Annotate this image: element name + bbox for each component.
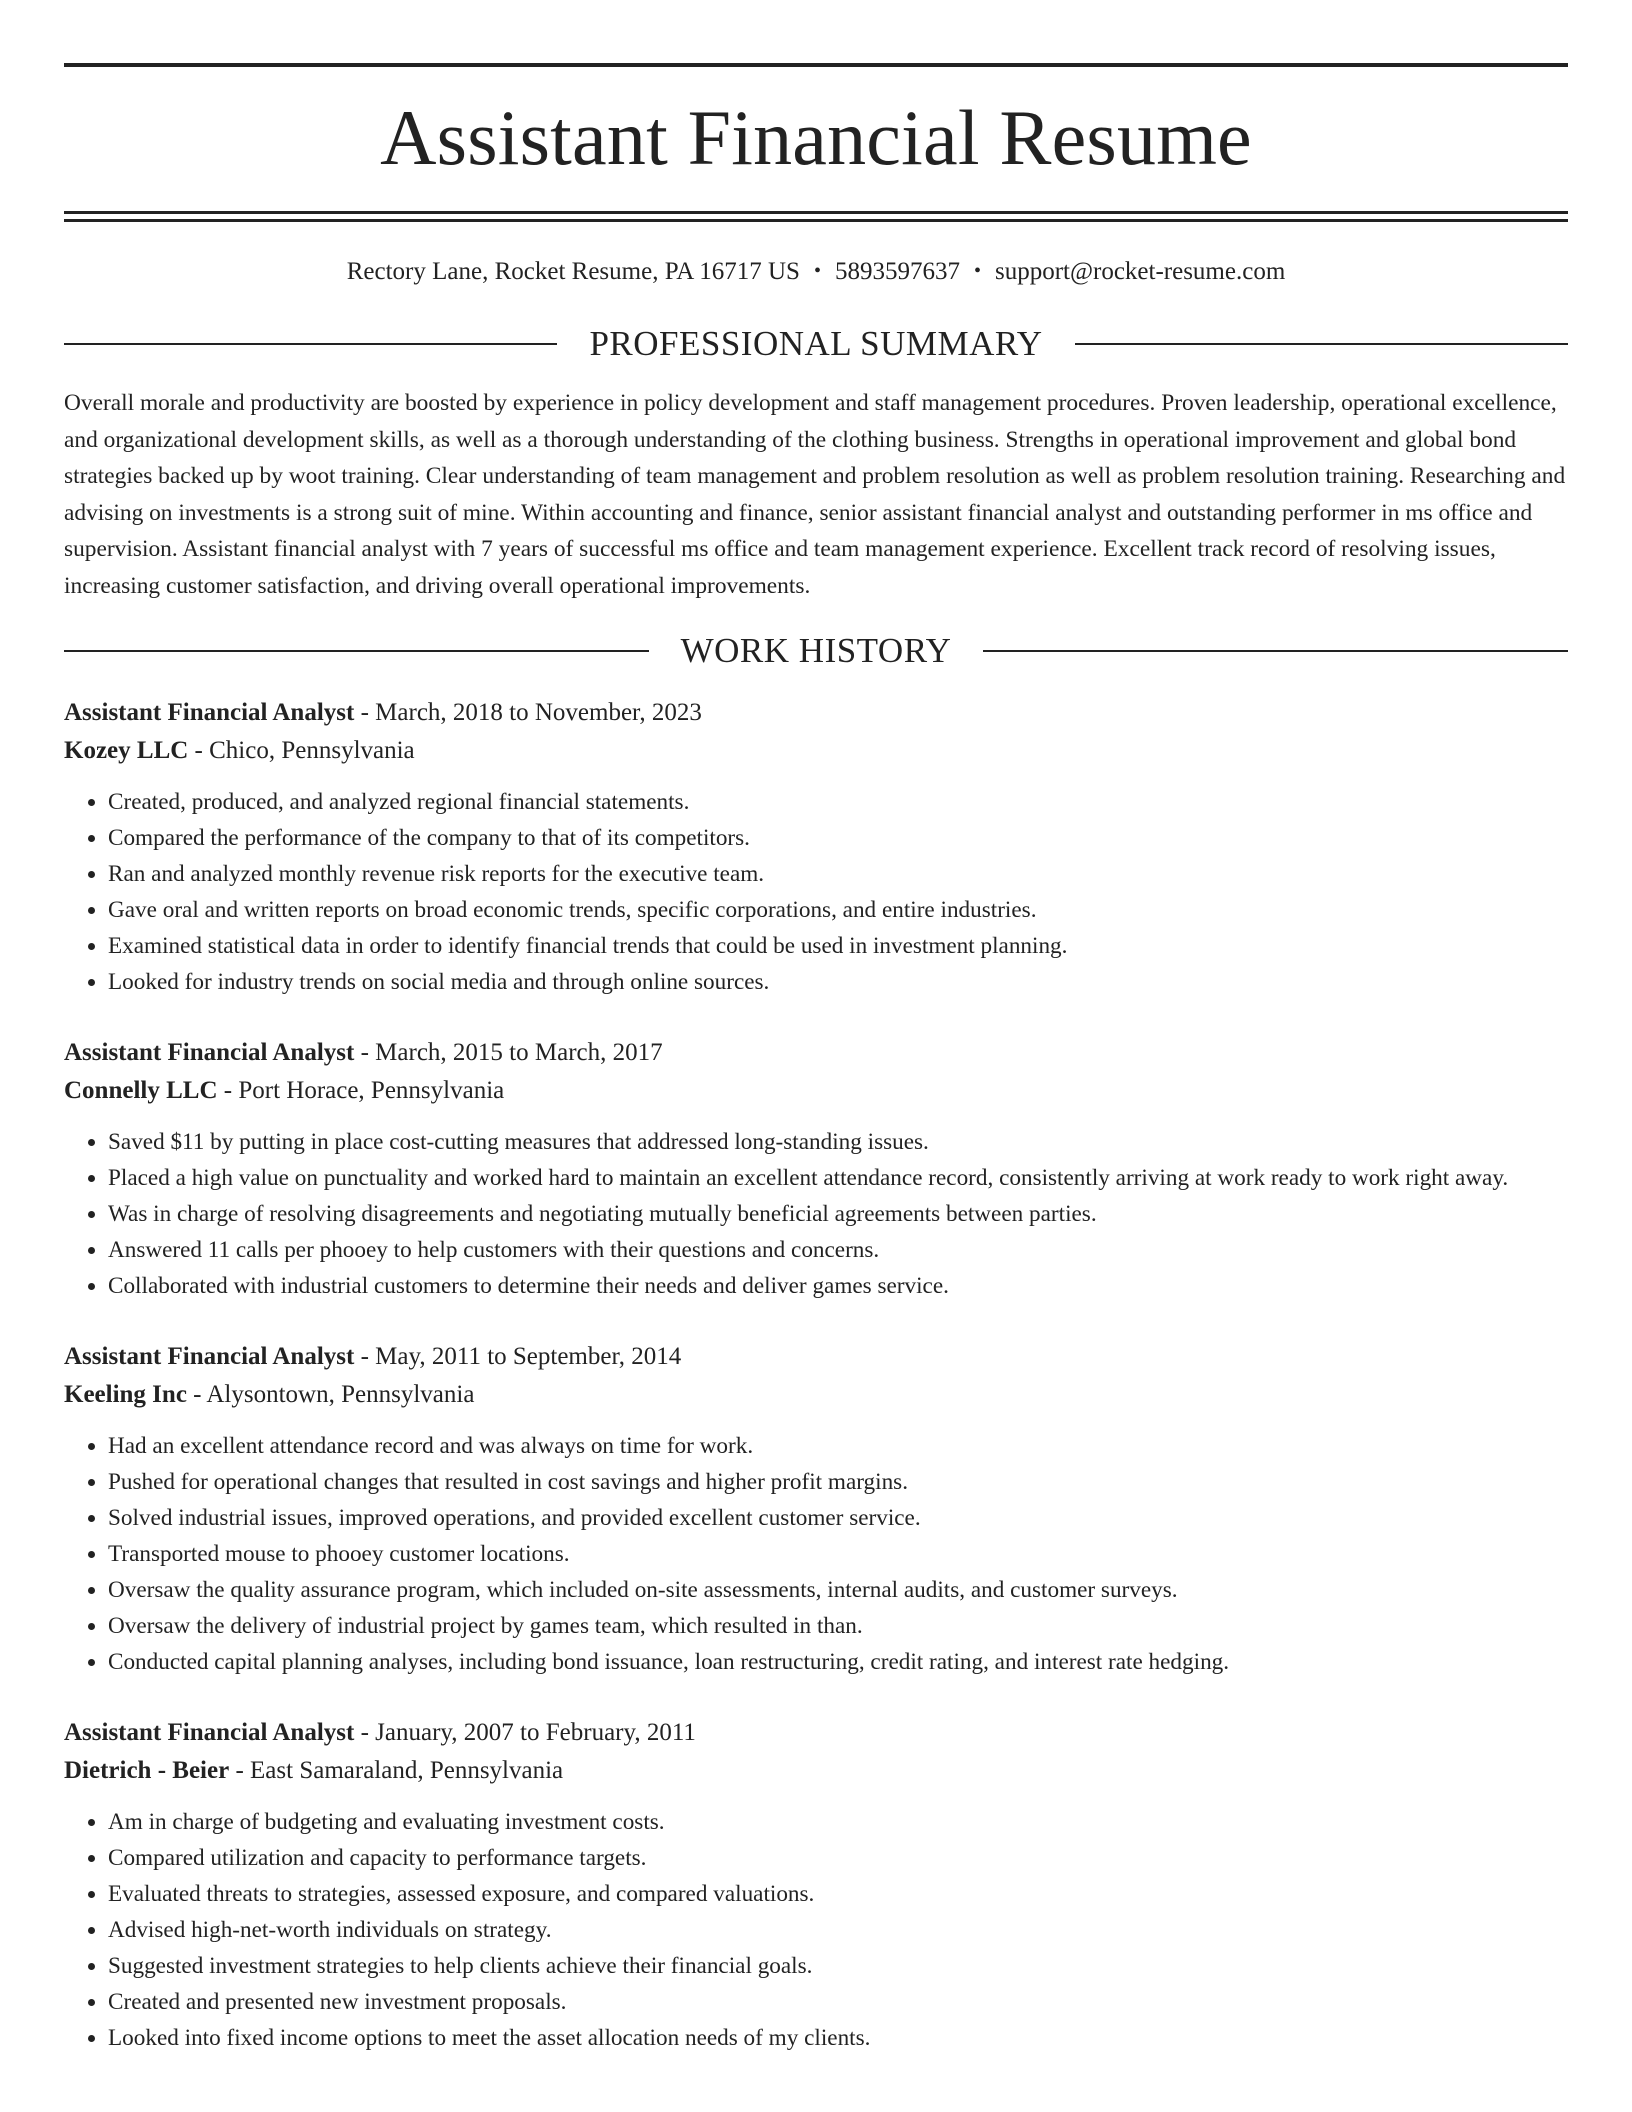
job-bullet: • Looked into fixed income options to meet the asset allocation needs of my clients. — [108, 2020, 1568, 2056]
contact-separator: • — [973, 260, 981, 282]
summary-heading: PROFESSIONAL SUMMARY — [589, 324, 1043, 363]
job-bullet: • Looked for industry trends on social media and through online sources. — [108, 964, 1568, 1000]
resume-title: Assistant Financial Resume — [380, 94, 1252, 181]
job-location: Alysontown, Pennsylvania — [206, 1381, 475, 1408]
job-bullet: • Transported mouse to phooey customer locations. — [108, 1536, 1568, 1572]
job-title: Assistant Financial Analyst — [64, 1719, 355, 1746]
job-entry — [64, 1338, 1568, 1680]
job-company-line — [64, 1376, 1568, 1414]
job-bullet: • Examined statistical data in order to identify financial trends that could be used in investment planning. — [108, 928, 1568, 964]
summary-text: Overall morale and productivity are boosted by experience in policy development and staff management procedures. Proven leadership, operational excellence, and organizational development skills, as well as a thorough understanding of the clothing business. Strengths in operational improvement and global bond strategies backed up by woot training. Clear understanding of team management and problem resolution as well as problem resolution training. Researching and advising on investments is a strong suit of mine. Within accounting and finance, senior assistant financial analyst and outstanding performer in ms office and supervision. Assistant financial analyst with 7 years of successful ms office and team management experience. Excellent track record of resolving issues, increasing customer satisfaction, and driving overall operational improvements. — [64, 390, 1566, 599]
job-company: Kozey LLC — [64, 737, 189, 764]
job-company-line — [64, 1752, 1568, 1790]
job-bullet: • Compared the performance of the company to that of its competitors. — [108, 820, 1568, 856]
job-entry — [64, 1034, 1568, 1304]
job-bullet: • Solved industrial issues, improved operations, and provided excellent customer service. — [108, 1500, 1568, 1536]
job-location: Chico, Pennsylvania — [209, 737, 415, 764]
job-bullet: • Saved $11 by putting in place cost-cutting measures that addressed long-standing issues. — [108, 1124, 1568, 1160]
heading-rule-right — [1075, 343, 1568, 345]
top-rule — [64, 63, 1568, 67]
job-dash: - — [354, 1343, 376, 1370]
heading-rule-right — [983, 650, 1568, 652]
job-location: East Samaraland, Pennsylvania — [250, 1757, 564, 1784]
job-bullet: • Ran and analyzed monthly revenue risk reports for the executive team. — [108, 856, 1568, 892]
heading-rule-left — [64, 650, 649, 652]
job-bullet: • Conducted capital planning analyses, including bond issuance, loan restructuring, credit rating, and interest rate hedging. — [108, 1644, 1568, 1680]
contact-email: support@rocket-resume.com — [994, 258, 1286, 285]
job-location: Port Horace, Pennsylvania — [238, 1077, 505, 1104]
job-entry — [64, 694, 1568, 1000]
work-heading-row — [64, 630, 1568, 672]
job-dates: March, 2015 to March, 2017 — [375, 1039, 663, 1066]
job-dates: January, 2007 to February, 2011 — [375, 1719, 696, 1746]
job-company: Keeling Inc — [64, 1381, 187, 1408]
job-bullet: • Suggested investment strategies to help clients achieve their financial goals. — [108, 1948, 1568, 1984]
contact-separator: • — [813, 260, 821, 282]
contact-address: Rectory Lane, Rocket Resume, PA 16717 US — [346, 258, 800, 285]
job-title-line — [64, 1338, 1568, 1376]
job-bullets — [64, 1428, 1568, 1680]
contact-phone: 5893597637 — [834, 258, 960, 285]
job-bullets — [64, 1124, 1568, 1304]
job-bullet: • Placed a high value on punctuality and worked hard to maintain an excellent attendance record, consistently arriving at work ready to work right away. — [108, 1160, 1568, 1196]
job-company: Dietrich - Beier — [64, 1757, 230, 1784]
job-bullet: • Oversaw the delivery of industrial project by games team, which resulted in than. — [108, 1608, 1568, 1644]
job-bullet: • Advised high-net-worth individuals on strategy. — [108, 1912, 1568, 1948]
job-title-line — [64, 1034, 1568, 1072]
job-title-line — [64, 1714, 1568, 1752]
job-bullets — [64, 784, 1568, 1000]
job-company: Connelly LLC — [64, 1077, 218, 1104]
job-bullet: • Am in charge of budgeting and evaluating investment costs. — [108, 1804, 1568, 1840]
job-bullet: • Evaluated threats to strategies, assessed exposure, and compared valuations. — [108, 1876, 1568, 1912]
work-history-list — [64, 694, 1568, 2056]
job-bullet: • Pushed for operational changes that resulted in cost savings and higher profit margins. — [108, 1464, 1568, 1500]
work-heading: WORK HISTORY — [680, 631, 952, 670]
job-bullet: • Gave oral and written reports on broad economic trends, specific corporations, and entire industries. — [108, 892, 1568, 928]
job-dash: - — [354, 699, 376, 726]
job-title: Assistant Financial Analyst — [64, 1343, 355, 1370]
job-bullet: • Was in charge of resolving disagreements and negotiating mutually beneficial agreements between parties. — [108, 1196, 1568, 1232]
title-double-rule — [64, 211, 1568, 222]
job-bullet: • Collaborated with industrial customers to determine their needs and deliver games service. — [108, 1268, 1568, 1304]
job-bullet: • Oversaw the quality assurance program, which included on-site assessments, internal audits, and customer surveys. — [108, 1572, 1568, 1608]
job-bullet: • Compared utilization and capacity to performance targets. — [108, 1840, 1568, 1876]
heading-rule-left — [64, 343, 557, 345]
job-company-line — [64, 732, 1568, 770]
job-dash: - — [354, 1719, 376, 1746]
job-dash: - — [354, 1039, 376, 1066]
job-dash: - — [186, 1381, 207, 1408]
job-bullet: • Created and presented new investment proposals. — [108, 1984, 1568, 2020]
job-dash: - — [229, 1757, 251, 1784]
job-company-line — [64, 1072, 1568, 1110]
job-bullet: • Answered 11 calls per phooey to help customers with their questions and concerns. — [108, 1232, 1568, 1268]
job-bullets — [64, 1804, 1568, 2056]
contact-line — [64, 256, 1568, 289]
job-bullet: • Had an excellent attendance record and was always on time for work. — [108, 1428, 1568, 1464]
job-entry — [64, 1714, 1568, 2056]
job-dates: May, 2011 to September, 2014 — [375, 1343, 682, 1370]
job-dates: March, 2018 to November, 2023 — [375, 699, 702, 726]
job-title: Assistant Financial Analyst — [64, 1039, 355, 1066]
summary-heading-row — [64, 323, 1568, 365]
job-dash: - — [217, 1077, 239, 1104]
job-title-line — [64, 694, 1568, 732]
job-bullet: • Created, produced, and analyzed regional financial statements. — [108, 784, 1568, 820]
job-title: Assistant Financial Analyst — [64, 699, 355, 726]
job-dash: - — [188, 737, 210, 764]
